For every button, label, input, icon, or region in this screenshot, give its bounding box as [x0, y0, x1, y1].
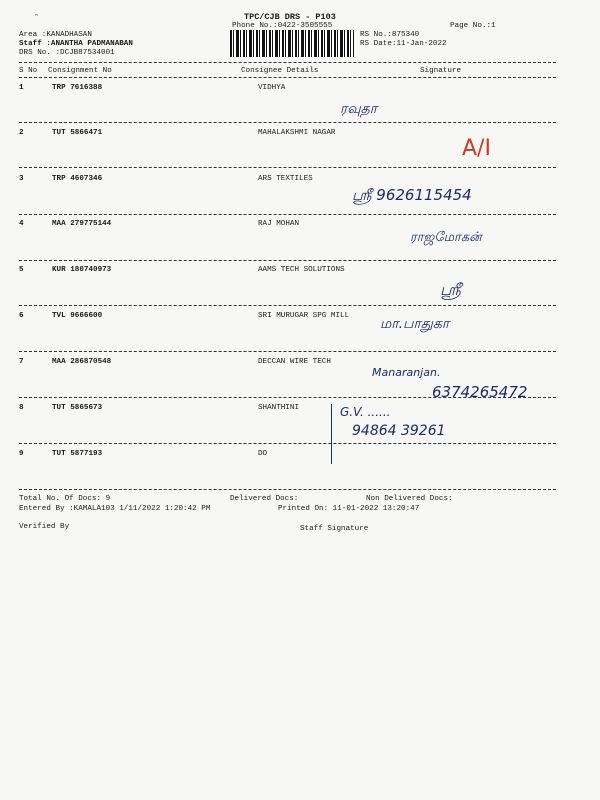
rs-date: RS Date:11-Jan-2022	[360, 40, 447, 48]
row-divider	[19, 305, 556, 306]
col-consignee: Consignee Details	[241, 67, 319, 75]
row-consignee: SRI MURUGAR SPG MILL	[258, 312, 350, 320]
staff-label: Staff :ANANTHA PADMANABAN	[19, 40, 133, 48]
signature-3: ஸ்ரீ 9626115454	[352, 186, 472, 204]
row-sno: 4	[19, 220, 24, 228]
row-divider	[19, 443, 556, 444]
row-consignment: TUT 5877193	[52, 450, 103, 458]
entered-by: Entered By :KAMALA103 1/11/2022 1:20:42 PM	[19, 505, 211, 513]
header-rule-bottom	[19, 77, 556, 78]
signature-1: ரவுதா	[340, 101, 378, 117]
verified-by: Verified By	[19, 523, 70, 531]
signature-7-phone: 6374265472	[432, 383, 528, 401]
row-consignee: DO	[258, 450, 268, 458]
row-consignee: SHANTHINI	[258, 404, 300, 412]
row-consignee: RAJ MOHAN	[258, 220, 300, 228]
row-consignment: TVL 9666600	[52, 312, 103, 320]
delivered-docs: Delivered Docs:	[230, 495, 299, 503]
total-docs: Total No. Of Docs: 9	[19, 495, 111, 503]
row-consignee: DECCAN WIRE TECH	[258, 358, 331, 366]
row-consignment: TRP 4607346	[52, 175, 103, 183]
col-consignment: Consignment No	[48, 67, 112, 75]
non-delivered-docs: Non Delivered Docs:	[366, 495, 453, 503]
staff-signature: Staff Signature	[300, 525, 369, 533]
row-divider	[19, 351, 556, 352]
row-divider	[19, 260, 556, 261]
printed-on: Printed On: 11-01-2022 13:20:47	[278, 505, 420, 513]
signature-8-name: G.V. ......	[340, 405, 391, 419]
signature-7-name: Manaranjan.	[372, 366, 441, 379]
row-sno: 7	[19, 358, 24, 366]
row-sno: 2	[19, 129, 24, 137]
drs-number: DRS No. :DCJB87534001	[19, 49, 115, 57]
row-consignee: ARS TEXTILES	[258, 175, 313, 183]
signature-4: ராஜமோகன்	[410, 230, 482, 245]
header-rule-top	[19, 62, 556, 63]
row-consignment: TUT 5866471	[52, 129, 103, 137]
col-signature: Signature	[420, 67, 462, 75]
row-divider	[19, 489, 556, 490]
row-consignee: MAHALAKSHMI NAGAR	[258, 129, 336, 137]
signature-2: A/I	[462, 136, 491, 161]
row-consignee: AAMS TECH SOLUTIONS	[258, 266, 345, 274]
row-sno: 8	[19, 404, 24, 412]
row-sno: 9	[19, 450, 24, 458]
document-title: TPC/CJB DRS - P103	[244, 12, 336, 22]
row-consignee: VIDHYA	[258, 84, 286, 92]
row-sno: 5	[19, 266, 24, 274]
col-sno: S No	[19, 67, 38, 75]
row-consignment: MAA 286870548	[52, 358, 112, 366]
signature-6: மா.பாதுகா	[380, 316, 450, 332]
row-consignment: TRP 7616388	[52, 84, 103, 92]
signature-5: ஸ்ரீ	[440, 280, 461, 299]
row-consignment: KUR 180740973	[52, 266, 112, 274]
row-divider	[19, 167, 556, 168]
barcode	[230, 30, 354, 57]
row-divider	[19, 122, 556, 123]
row-consignment: MAA 279775144	[52, 220, 112, 228]
top-mark: ᵔ	[34, 13, 39, 22]
signature-bracket	[331, 404, 332, 464]
phone-number: Phone No.:0422-3505555	[232, 22, 333, 30]
row-sno: 6	[19, 312, 24, 320]
row-divider	[19, 397, 556, 398]
area-label: Area :KANADHASAN	[19, 31, 92, 39]
row-sno: 3	[19, 175, 24, 183]
row-sno: 1	[19, 84, 24, 92]
page-number: Page No.:1	[450, 22, 496, 30]
signature-8-phone: 94864 39261	[352, 423, 446, 439]
rs-number: RS No.:875340	[360, 31, 420, 39]
row-consignment: TUT 5865673	[52, 404, 103, 412]
row-divider	[19, 214, 556, 215]
